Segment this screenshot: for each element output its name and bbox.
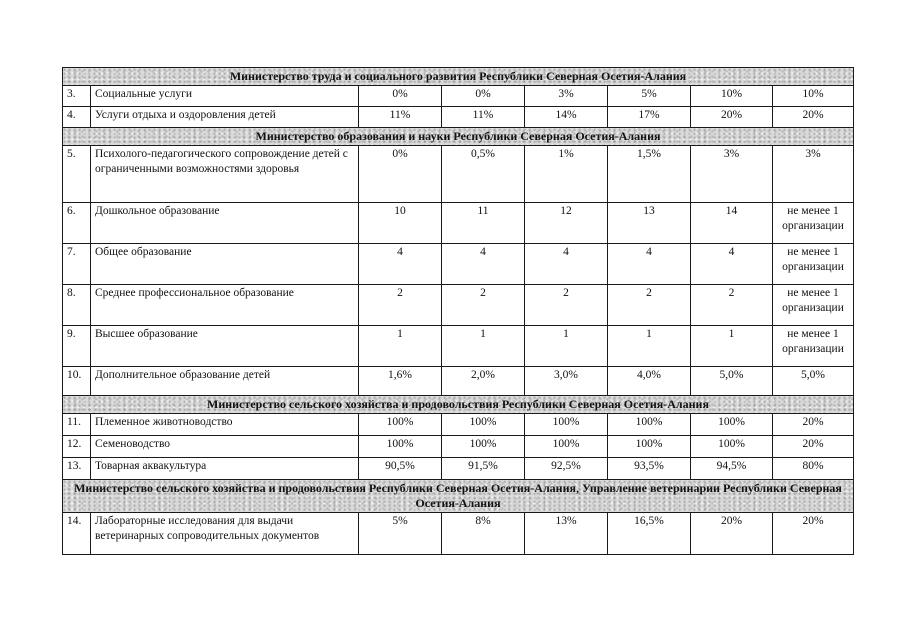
value-cell: 0% — [442, 86, 525, 107]
section-header-agriculture-vet — [63, 480, 854, 513]
value-cell: 12 — [525, 203, 608, 244]
section-header-education — [63, 128, 854, 146]
row-label: Семеноводство — [91, 436, 359, 458]
row-number: 3. — [63, 86, 91, 107]
value-cell: не менее 1 организации — [773, 244, 854, 285]
value-cell: 100% — [608, 436, 691, 458]
value-cell: 1,5% — [608, 146, 691, 203]
value-cell: 11 — [442, 203, 525, 244]
value-cell: 10 — [359, 203, 442, 244]
value-cell: 5,0% — [691, 367, 773, 396]
value-cell: 1 — [442, 326, 525, 367]
table-row — [63, 203, 854, 244]
value-cell: 5% — [608, 86, 691, 107]
value-cell: 5,0% — [773, 367, 854, 396]
row-number: 14. — [63, 513, 91, 555]
value-cell: 100% — [359, 414, 442, 436]
value-cell: 2 — [691, 285, 773, 326]
value-cell: 4 — [359, 244, 442, 285]
row-number: 7. — [63, 244, 91, 285]
table-row — [63, 367, 854, 396]
row-number: 4. — [63, 107, 91, 128]
row-label: Общее образование — [91, 244, 359, 285]
table-body — [63, 68, 854, 555]
value-cell: не менее 1 организации — [773, 203, 854, 244]
value-cell: 100% — [691, 414, 773, 436]
value-cell: 5% — [359, 513, 442, 555]
row-number: 5. — [63, 146, 91, 203]
value-cell: 91,5% — [442, 458, 525, 480]
value-cell: 1 — [608, 326, 691, 367]
table-row — [63, 285, 854, 326]
value-cell: 20% — [691, 513, 773, 555]
value-cell: 3% — [773, 146, 854, 203]
table-row — [63, 244, 854, 285]
value-cell: 100% — [442, 436, 525, 458]
section-header-labor — [63, 68, 854, 86]
section-title: Министерство сельского хозяйства и продовольствия Республики Северная Осетия-Алания — [63, 396, 854, 414]
value-cell: 93,5% — [608, 458, 691, 480]
value-cell: 10% — [773, 86, 854, 107]
value-cell: 10% — [691, 86, 773, 107]
row-label: Высшее образование — [91, 326, 359, 367]
indicators-table — [62, 67, 854, 555]
row-label: Лабораторные исследования для выдачи ветеринарных сопроводительных документов — [91, 513, 359, 555]
value-cell: 100% — [525, 436, 608, 458]
row-number: 10. — [63, 367, 91, 396]
value-cell: 0% — [359, 146, 442, 203]
value-cell: 80% — [773, 458, 854, 480]
value-cell: 20% — [773, 107, 854, 128]
value-cell: 100% — [442, 414, 525, 436]
table-row — [63, 436, 854, 458]
value-cell: 14 — [691, 203, 773, 244]
value-cell: 3% — [691, 146, 773, 203]
value-cell: 1,6% — [359, 367, 442, 396]
value-cell: 4 — [608, 244, 691, 285]
value-cell: 2 — [608, 285, 691, 326]
table-row — [63, 458, 854, 480]
value-cell: 1% — [525, 146, 608, 203]
value-cell: 3% — [525, 86, 608, 107]
row-label: Дошкольное образование — [91, 203, 359, 244]
value-cell: 2 — [359, 285, 442, 326]
value-cell: 16,5% — [608, 513, 691, 555]
row-number: 6. — [63, 203, 91, 244]
value-cell: 3,0% — [525, 367, 608, 396]
value-cell: 11% — [442, 107, 525, 128]
value-cell: 0,5% — [442, 146, 525, 203]
value-cell: 1 — [359, 326, 442, 367]
value-cell: 100% — [525, 414, 608, 436]
value-cell: 8% — [442, 513, 525, 555]
row-number: 12. — [63, 436, 91, 458]
value-cell: 100% — [608, 414, 691, 436]
section-title: Министерство труда и социального развития Республики Северная Осетия-Алания — [63, 68, 854, 86]
value-cell: 1 — [691, 326, 773, 367]
value-cell: 17% — [608, 107, 691, 128]
table-row — [63, 86, 854, 107]
row-label: Психолого-педагогического сопровождение детей с ограниченными возможностями здоровья — [91, 146, 359, 203]
table-row — [63, 414, 854, 436]
value-cell: 4 — [691, 244, 773, 285]
row-number: 9. — [63, 326, 91, 367]
value-cell: 94,5% — [691, 458, 773, 480]
value-cell: 13 — [608, 203, 691, 244]
row-label: Среднее профессиональное образование — [91, 285, 359, 326]
value-cell: 20% — [773, 414, 854, 436]
row-number: 11. — [63, 414, 91, 436]
value-cell: 2 — [525, 285, 608, 326]
row-number: 8. — [63, 285, 91, 326]
value-cell: 2 — [442, 285, 525, 326]
value-cell: 100% — [359, 436, 442, 458]
row-label: Социальные услуги — [91, 86, 359, 107]
section-header-agriculture — [63, 396, 854, 414]
row-label: Товарная аквакультура — [91, 458, 359, 480]
value-cell: 14% — [525, 107, 608, 128]
table-row — [63, 326, 854, 367]
row-label: Услуги отдыха и оздоровления детей — [91, 107, 359, 128]
value-cell: 20% — [773, 436, 854, 458]
value-cell: 90,5% — [359, 458, 442, 480]
row-label: Дополнительное образование детей — [91, 367, 359, 396]
value-cell: 0% — [359, 86, 442, 107]
value-cell: 20% — [773, 513, 854, 555]
value-cell: не менее 1 организации — [773, 326, 854, 367]
value-cell: 4 — [525, 244, 608, 285]
value-cell: 100% — [691, 436, 773, 458]
row-label: Племенное животноводство — [91, 414, 359, 436]
value-cell: не менее 1 организации — [773, 285, 854, 326]
section-title: Министерство образования и науки Республики Северная Осетия-Алания — [63, 128, 854, 146]
table-row — [63, 513, 854, 555]
value-cell: 4,0% — [608, 367, 691, 396]
value-cell: 13% — [525, 513, 608, 555]
section-title: Министерство сельского хозяйства и продовольствия Республики Северная Осетия-Алания, Управление ветеринарии Республики Северная Осетия-Алания — [63, 480, 854, 513]
value-cell: 92,5% — [525, 458, 608, 480]
row-number: 13. — [63, 458, 91, 480]
value-cell: 20% — [691, 107, 773, 128]
value-cell: 4 — [442, 244, 525, 285]
value-cell: 1 — [525, 326, 608, 367]
value-cell: 2,0% — [442, 367, 525, 396]
table-row — [63, 107, 854, 128]
table-row — [63, 146, 854, 203]
value-cell: 11% — [359, 107, 442, 128]
